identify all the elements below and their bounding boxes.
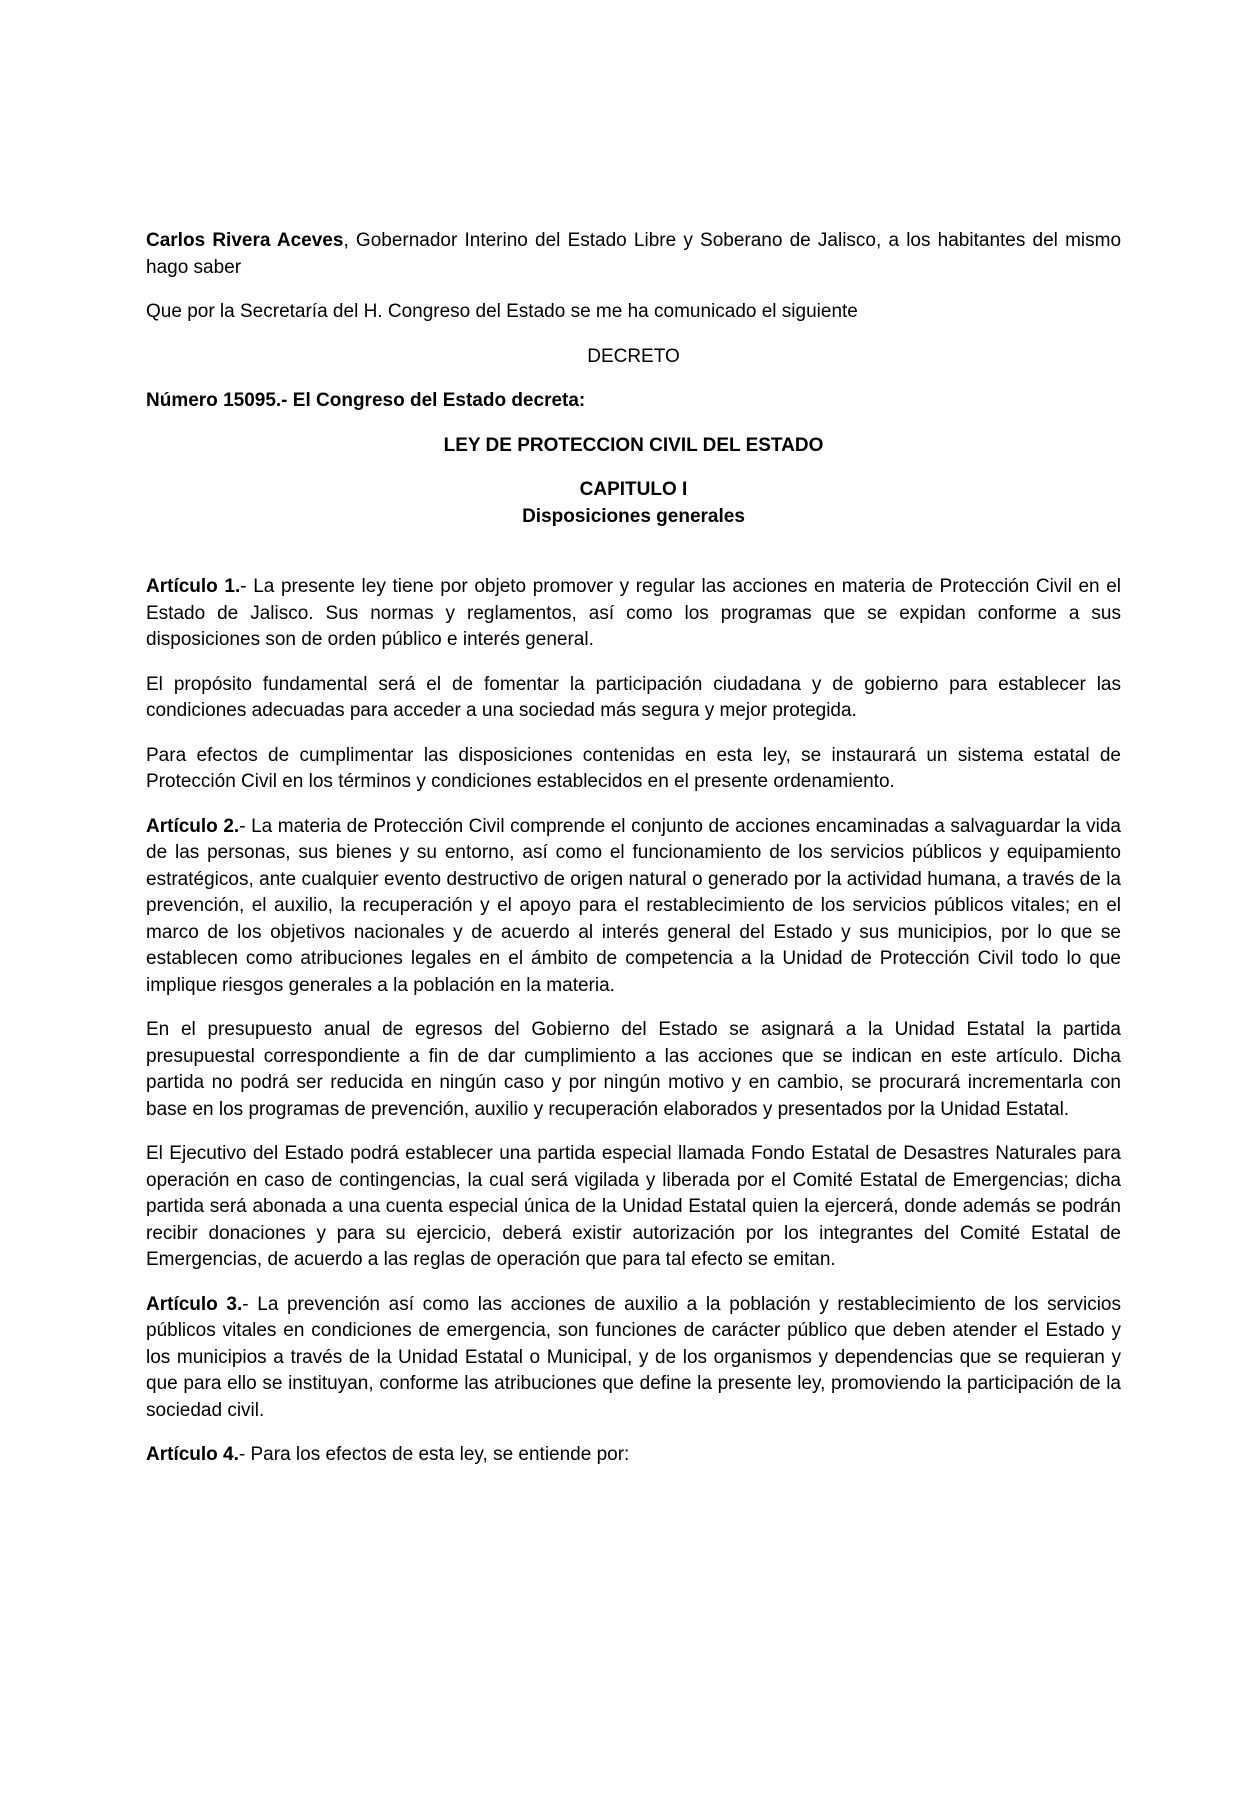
paragraph-articulo-2-fondo [146,1141,1121,1274]
paragraph-articulo-1-efectos [146,743,1121,796]
paragraph-articulo-2-presupuesto-segment-0: En el presupuesto anual de egresos del Gobierno del Estado se asignará a la Unidad Estatal la partida presupuestal correspondiente a fin de dar cumplimiento a las acciones que se indican en este artículo. Dicha partida no podrá ser reducida en ningún caso y por ningún motivo y en cambio, se procurará incrementarla con base en los programas de prevención, auxilio y recuperación elaborados y presentados por la Unidad Estatal. [146,1019,1121,1120]
paragraph-articulo-1-proposito-segment-0: El propósito fundamental será el de fomentar la participación ciudadana y de gobierno para establecer las condiciones adecuadas para acceder a una sociedad más segura y mejor protegida. [146,673,1121,721]
paragraph-articulo-4-segment-1: - Para los efectos de esta ley, se entiende por: [238,1444,630,1465]
paragraph-articulo-2-segment-1: - La materia de Protección Civil comprende el conjunto de acciones encaminadas a salvaguardar la vida de las personas, sus bienes y su entorno, así como el funcionamiento de los servicios públicos y equipamiento estratégicos, ante cualquier evento destructivo de origen natural o generado por la actividad humana, a través de la prevención, el auxilio, la recuperación y el apoyo para el restablecimiento de los servicios públicos vitales; en el marco de los objetivos nacionales y de acuerdo al interés general del Estado y sus municipios, por lo que se establecen como atribuciones legales en el ámbito de competencia a la Unidad de Protección Civil todo lo que implique riesgos generales a la población en la materia. [146,815,1122,996]
paragraph-articulo-1 [146,574,1121,654]
heading-decreto [146,344,1121,371]
paragraph-articulo-2-presupuesto [146,1017,1121,1123]
paragraph-articulo-2-fondo-segment-0: El Ejecutivo del Estado podrá establecer una partida especial llamada Fondo Estatal de Desastres Naturales para operación en caso de contingencias, la cual será vigilada y liberada por el Comité Estatal de Emergencias; dicha partida será abonada a una cuenta especial única de la Unidad Estatal quien la ejercerá, donde además se podrán recibir donaciones y para su ejercicio, deberá existir autorización por los integrantes del Comité Estatal de Emergencias, de acuerdo a las reglas de operación que para tal efecto se emitan. [146,1143,1121,1270]
heading-capitulo-1 [146,477,1121,504]
paragraph-salutation [146,228,1121,281]
paragraph-salutation-segment-1: , Gobernador Interino del Estado Libre y Soberano de Jalisco, a los habitantes del mismo hago saber [146,230,1122,278]
paragraph-articulo-3-segment-0: Artículo 3. [146,1293,243,1315]
paragraph-articulo-2-segment-0: Artículo 2. [146,815,240,837]
paragraph-decree-number-segment-0: Número 15095.- El Congreso del Estado decreta: [146,390,586,411]
paragraph-articulo-1-proposito [146,672,1121,725]
paragraph-articulo-1-segment-0: Artículo 1. [146,576,241,597]
heading-capitulo-1-subtitle [146,504,1121,531]
heading-law-title-segment-0: LEY DE PROTECCION CIVIL DEL ESTADO [443,434,824,456]
document-content [146,228,1121,1469]
heading-capitulo-1-subtitle-segment-0: Disposiciones generales [522,505,745,527]
paragraph-salutation-segment-0: Carlos Rivera Aceves [146,230,344,251]
heading-decreto-segment-0: DECRETO [587,345,680,367]
heading-capitulo-1-segment-0: CAPITULO I [579,479,688,500]
paragraph-articulo-3-segment-1: - La prevención así como las acciones de auxilio a la población y restablecimiento de los servicios públicos vitales en condiciones de emergencia, son funciones de carácter público que deben atender el Estado y los municipios a través de la Unidad Estatal o Municipal, y de los organismos y dependencias que se requieran y que para ello se instituyan, conforme las atribuciones que define la presente ley, promoviendo la participación de la sociedad civil. [146,1293,1121,1421]
paragraph-articulo-4 [146,1442,1121,1469]
paragraph-articulo-4-segment-0: Artículo 4. [146,1444,239,1465]
paragraph-intro-segment-0: Que por la Secretaría del H. Congreso del Estado se me ha comunicado el siguiente [146,301,858,322]
heading-law-title [146,433,1121,460]
paragraph-decree-number [146,388,1121,415]
paragraph-articulo-1-efectos-segment-0: Para efectos de cumplimentar las disposiciones contenidas en esta ley, se instaurará un sistema estatal de Protección Civil en los términos y condiciones establecidos en el presente ordenamiento. [146,744,1121,792]
paragraph-articulo-2 [146,814,1121,1000]
paragraph-articulo-1-segment-1: - La presente ley tiene por objeto promover y regular las acciones en materia de Protección Civil en el Estado de Jalisco. Sus normas y reglamentos, así como los programas que se expidan conforme a sus disposiciones son de orden público e interés general. [146,576,1121,650]
paragraph-articulo-3 [146,1292,1121,1425]
paragraph-intro [146,299,1121,326]
